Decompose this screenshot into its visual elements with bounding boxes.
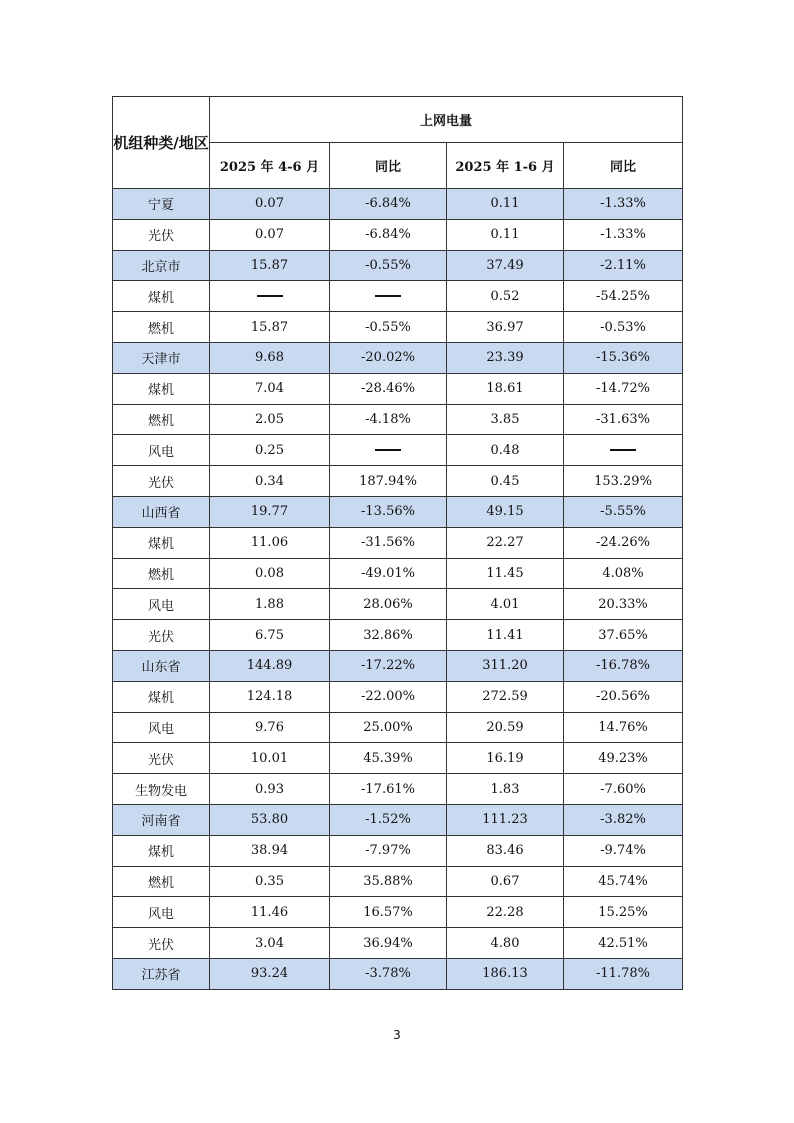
cell-q2-value: 9.76 (210, 712, 330, 743)
row-label: 风电 (113, 712, 210, 743)
table-row (113, 928, 683, 959)
cell-h1-value: 0.52 (447, 281, 564, 312)
cell-q2-value: 0.34 (210, 466, 330, 497)
page-number: 3 (393, 1028, 401, 1042)
cell-h1-yoy: -14.72% (564, 373, 683, 404)
column-header-h1-yoy: 同比 (564, 143, 683, 189)
cell-q2-value: 15.87 (210, 250, 330, 281)
row-label: 煤机 (113, 835, 210, 866)
cell-q2-value: 10.01 (210, 743, 330, 774)
row-label: 风电 (113, 897, 210, 928)
cell-q2-value (210, 281, 330, 312)
cell-h1-yoy: -15.36% (564, 342, 683, 373)
cell-q2-yoy: -6.84% (330, 219, 447, 250)
cell-h1-yoy: -1.33% (564, 189, 683, 220)
row-label: 风电 (113, 589, 210, 620)
cell-q2-yoy: 25.00% (330, 712, 447, 743)
cell-h1-yoy: -3.82% (564, 804, 683, 835)
row-label: 江苏省 (113, 958, 210, 989)
cell-h1-value: 1.83 (447, 774, 564, 805)
row-label: 生物发电 (113, 774, 210, 805)
cell-q2-value: 11.06 (210, 527, 330, 558)
cell-h1-value: 83.46 (447, 835, 564, 866)
cell-h1-value: 11.41 (447, 620, 564, 651)
cell-h1-value: 22.28 (447, 897, 564, 928)
table-row (113, 312, 683, 343)
row-label: 煤机 (113, 281, 210, 312)
row-label: 北京市 (113, 250, 210, 281)
table-row (113, 281, 683, 312)
cell-q2-yoy: -7.97% (330, 835, 447, 866)
cell-h1-yoy: 153.29% (564, 466, 683, 497)
row-label: 光伏 (113, 743, 210, 774)
cell-q2-value: 2.05 (210, 404, 330, 435)
cell-h1-yoy: -54.25% (564, 281, 683, 312)
row-label: 燃机 (113, 558, 210, 589)
cell-q2-value: 15.87 (210, 312, 330, 343)
region-row (113, 250, 683, 281)
cell-h1-value: 4.80 (447, 928, 564, 959)
cell-h1-yoy: -7.60% (564, 774, 683, 805)
cell-q2-value: 11.46 (210, 897, 330, 928)
row-label: 山东省 (113, 650, 210, 681)
row-label: 光伏 (113, 928, 210, 959)
no-data-dash (375, 295, 401, 297)
table-row (113, 404, 683, 435)
cell-h1-yoy: -9.74% (564, 835, 683, 866)
cell-q2-yoy: -28.46% (330, 373, 447, 404)
cell-h1-value: 0.67 (447, 866, 564, 897)
cell-q2-value: 0.35 (210, 866, 330, 897)
row-label: 燃机 (113, 312, 210, 343)
cell-h1-value: 11.45 (447, 558, 564, 589)
group-header: 上网电量 (210, 97, 683, 143)
cell-q2-yoy: -17.61% (330, 774, 447, 805)
cell-h1-value: 18.61 (447, 373, 564, 404)
cell-h1-value: 111.23 (447, 804, 564, 835)
cell-h1-yoy: -0.53% (564, 312, 683, 343)
cell-h1-yoy: -31.63% (564, 404, 683, 435)
table-row (113, 589, 683, 620)
column-header-q2: 2025 年 4-6 月 (210, 143, 330, 189)
cell-q2-yoy: -20.02% (330, 342, 447, 373)
cell-q2-value: 0.93 (210, 774, 330, 805)
table-row (113, 558, 683, 589)
row-label: 煤机 (113, 527, 210, 558)
cell-q2-value: 0.07 (210, 219, 330, 250)
table-body (113, 189, 683, 990)
cell-h1-value: 16.19 (447, 743, 564, 774)
row-label: 光伏 (113, 219, 210, 250)
cell-q2-value: 1.88 (210, 589, 330, 620)
cell-q2-yoy: -0.55% (330, 250, 447, 281)
cell-q2-value: 6.75 (210, 620, 330, 651)
cell-q2-yoy: -0.55% (330, 312, 447, 343)
cell-h1-value: 0.45 (447, 466, 564, 497)
cell-q2-yoy: -4.18% (330, 404, 447, 435)
region-row (113, 650, 683, 681)
table-header (113, 97, 683, 189)
generation-table (112, 96, 683, 990)
row-label: 光伏 (113, 620, 210, 651)
row-label: 煤机 (113, 681, 210, 712)
cell-h1-yoy: 15.25% (564, 897, 683, 928)
row-label: 天津市 (113, 342, 210, 373)
table-row (113, 466, 683, 497)
cell-q2-yoy: -22.00% (330, 681, 447, 712)
cell-h1-value: 20.59 (447, 712, 564, 743)
table-row (113, 774, 683, 805)
row-label: 燃机 (113, 866, 210, 897)
cell-q2-value: 124.18 (210, 681, 330, 712)
cell-h1-value: 37.49 (447, 250, 564, 281)
cell-h1-yoy (564, 435, 683, 466)
table-row (113, 373, 683, 404)
cell-h1-value: 49.15 (447, 496, 564, 527)
table-row (113, 435, 683, 466)
cell-q2-yoy: 45.39% (330, 743, 447, 774)
region-row (113, 804, 683, 835)
cell-h1-yoy: -24.26% (564, 527, 683, 558)
row-label: 燃机 (113, 404, 210, 435)
table-row (113, 866, 683, 897)
cell-h1-yoy: -11.78% (564, 958, 683, 989)
cell-q2-value: 0.08 (210, 558, 330, 589)
cell-h1-value: 0.11 (447, 189, 564, 220)
cell-h1-value: 23.39 (447, 342, 564, 373)
cell-h1-value: 4.01 (447, 589, 564, 620)
table-row (113, 527, 683, 558)
table-row (113, 620, 683, 651)
cell-h1-value: 3.85 (447, 404, 564, 435)
cell-q2-value: 19.77 (210, 496, 330, 527)
table-row (113, 681, 683, 712)
cell-q2-value: 53.80 (210, 804, 330, 835)
column-header-q2-yoy: 同比 (330, 143, 447, 189)
table-row (113, 897, 683, 928)
cell-q2-yoy: -3.78% (330, 958, 447, 989)
column-header-h1: 2025 年 1-6 月 (447, 143, 564, 189)
cell-h1-yoy: 20.33% (564, 589, 683, 620)
cell-q2-yoy: 32.86% (330, 620, 447, 651)
cell-q2-value: 0.07 (210, 189, 330, 220)
cell-q2-yoy: -49.01% (330, 558, 447, 589)
row-label: 风电 (113, 435, 210, 466)
cell-h1-value: 311.20 (447, 650, 564, 681)
cell-h1-value: 22.27 (447, 527, 564, 558)
table-row (113, 835, 683, 866)
row-label: 河南省 (113, 804, 210, 835)
cell-h1-value: 186.13 (447, 958, 564, 989)
no-data-dash (375, 449, 401, 451)
cell-q2-value: 0.25 (210, 435, 330, 466)
corner-header: 机组种类/地区 (113, 97, 210, 189)
cell-h1-value: 0.48 (447, 435, 564, 466)
cell-h1-yoy: -16.78% (564, 650, 683, 681)
region-row (113, 189, 683, 220)
no-data-dash (610, 449, 636, 451)
table-row (113, 743, 683, 774)
cell-h1-yoy: 14.76% (564, 712, 683, 743)
cell-h1-value: 272.59 (447, 681, 564, 712)
cell-q2-value: 144.89 (210, 650, 330, 681)
table-row (113, 712, 683, 743)
cell-q2-yoy: 187.94% (330, 466, 447, 497)
cell-h1-yoy: 4.08% (564, 558, 683, 589)
no-data-dash (257, 295, 283, 297)
cell-q2-yoy: 16.57% (330, 897, 447, 928)
cell-h1-yoy: 45.74% (564, 866, 683, 897)
cell-h1-yoy: -20.56% (564, 681, 683, 712)
cell-q2-yoy: -31.56% (330, 527, 447, 558)
cell-q2-yoy: -1.52% (330, 804, 447, 835)
row-label: 宁夏 (113, 189, 210, 220)
cell-h1-yoy: -2.11% (564, 250, 683, 281)
cell-h1-yoy: -5.55% (564, 496, 683, 527)
region-row (113, 496, 683, 527)
region-row (113, 958, 683, 989)
row-label: 煤机 (113, 373, 210, 404)
cell-h1-yoy: 49.23% (564, 743, 683, 774)
row-label: 光伏 (113, 466, 210, 497)
cell-q2-value: 7.04 (210, 373, 330, 404)
cell-q2-yoy: -17.22% (330, 650, 447, 681)
cell-q2-yoy: -13.56% (330, 496, 447, 527)
cell-q2-value: 38.94 (210, 835, 330, 866)
row-label: 山西省 (113, 496, 210, 527)
cell-q2-yoy (330, 281, 447, 312)
cell-h1-value: 0.11 (447, 219, 564, 250)
cell-h1-value: 36.97 (447, 312, 564, 343)
cell-q2-yoy: 28.06% (330, 589, 447, 620)
cell-h1-yoy: -1.33% (564, 219, 683, 250)
cell-q2-value: 93.24 (210, 958, 330, 989)
cell-q2-value: 9.68 (210, 342, 330, 373)
table-row (113, 219, 683, 250)
cell-h1-yoy: 37.65% (564, 620, 683, 651)
cell-q2-yoy: 35.88% (330, 866, 447, 897)
cell-q2-yoy (330, 435, 447, 466)
region-row (113, 342, 683, 373)
cell-q2-yoy: 36.94% (330, 928, 447, 959)
cell-q2-value: 3.04 (210, 928, 330, 959)
cell-h1-yoy: 42.51% (564, 928, 683, 959)
cell-q2-yoy: -6.84% (330, 189, 447, 220)
